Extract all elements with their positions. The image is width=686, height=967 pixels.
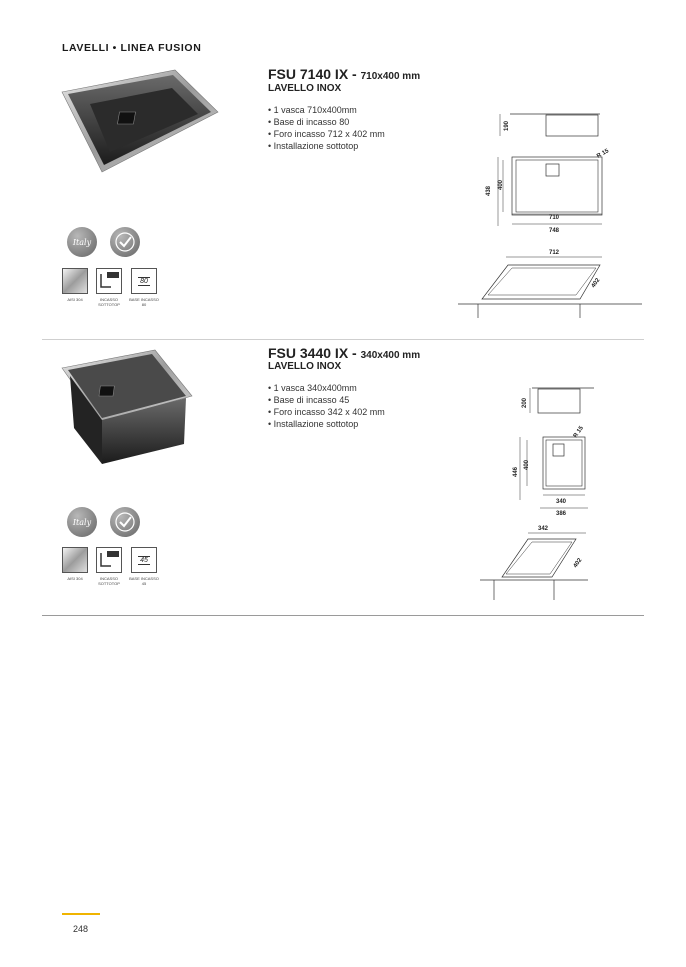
base-size-value: 45 (140, 556, 148, 564)
checkmark-icon (110, 227, 140, 257)
dim-cut-depth: 402 (572, 557, 584, 570)
steel-finish-icon (62, 268, 88, 294)
spec-item: • 1 vasca 710x400mm (268, 104, 385, 116)
base-size-value: 80 (140, 277, 148, 285)
feature-label: INCASSO SOTTOTOP (98, 297, 120, 307)
feature-label: INCASSO SOTTOTOP (98, 576, 120, 586)
steel-finish-icon (62, 547, 88, 573)
section-title: LAVELLI • LINEA FUSION (62, 42, 202, 54)
product-title-2 (268, 345, 420, 361)
italy-label: Italy (72, 237, 92, 247)
product-image-sink-1 (60, 64, 220, 174)
product-specs-2 (268, 382, 385, 430)
spec-item: • 1 vasca 340x400mm (268, 382, 385, 394)
dim-depth: 190 (504, 120, 510, 131)
dim-inner-width: 340 (556, 499, 567, 505)
base-size-icon (131, 547, 157, 573)
spec-item: • Base di incasso 80 (268, 116, 385, 128)
product-title-1 (268, 66, 420, 82)
section-divider (42, 615, 644, 616)
base-size-icon (131, 268, 157, 294)
technical-drawing-2 (476, 384, 626, 606)
dim-cut-width: 712 (549, 250, 560, 256)
product-code: FSU 3440 IX - (268, 345, 357, 361)
dim-outer-width: 748 (549, 228, 560, 234)
dim-radius: R 15 (596, 148, 610, 160)
spec-item: • Installazione sottotop (268, 140, 385, 152)
dim-radius: R 15 (572, 425, 585, 440)
spec-item: • Installazione sottotop (268, 418, 385, 430)
page-accent-bar (62, 913, 100, 915)
dim-outer-height: 438 (486, 185, 492, 196)
product-specs-1 (268, 104, 385, 152)
undermount-install-icon (96, 547, 122, 573)
section-divider (42, 339, 644, 340)
product-dims: 710x400 mm (360, 71, 421, 82)
undermount-install-icon (96, 268, 122, 294)
italy-label: Italy (72, 517, 92, 527)
dim-cut-depth: 402 (590, 277, 602, 290)
dim-outer-height: 446 (513, 466, 519, 477)
spec-item: • Foro incasso 712 x 402 mm (268, 128, 385, 140)
dim-cut-width: 342 (538, 526, 549, 532)
made-in-italy-badge (67, 507, 97, 537)
dim-outer-width: 386 (556, 511, 567, 517)
dim-depth: 200 (522, 397, 528, 408)
spec-item: • Foro incasso 342 x 402 mm (268, 406, 385, 418)
product-dims: 340x400 mm (360, 350, 421, 361)
product-code: FSU 7140 IX - (268, 66, 357, 82)
dim-inner-width: 710 (549, 215, 560, 221)
page-number: 248 (73, 924, 89, 934)
feature-label: BASE INCASSO 80 (129, 297, 159, 307)
product-subtitle-1: LAVELLO INOX (268, 83, 342, 94)
feature-label: AISI 304 (67, 297, 83, 302)
quality-check-badge (110, 227, 140, 257)
quality-check-badge (110, 507, 140, 537)
technical-drawing-1 (456, 104, 642, 324)
feature-label: BASE INCASSO 45 (129, 576, 159, 586)
checkmark-icon (110, 507, 140, 537)
product-subtitle-2: LAVELLO INOX (268, 361, 342, 372)
made-in-italy-badge (67, 227, 97, 257)
feature-label: AISI 304 (67, 576, 83, 581)
spec-item: • Base di incasso 45 (268, 394, 385, 406)
product-image-sink-2 (60, 346, 200, 466)
dim-inner-height: 400 (498, 179, 504, 190)
dim-inner-height: 400 (524, 459, 530, 470)
